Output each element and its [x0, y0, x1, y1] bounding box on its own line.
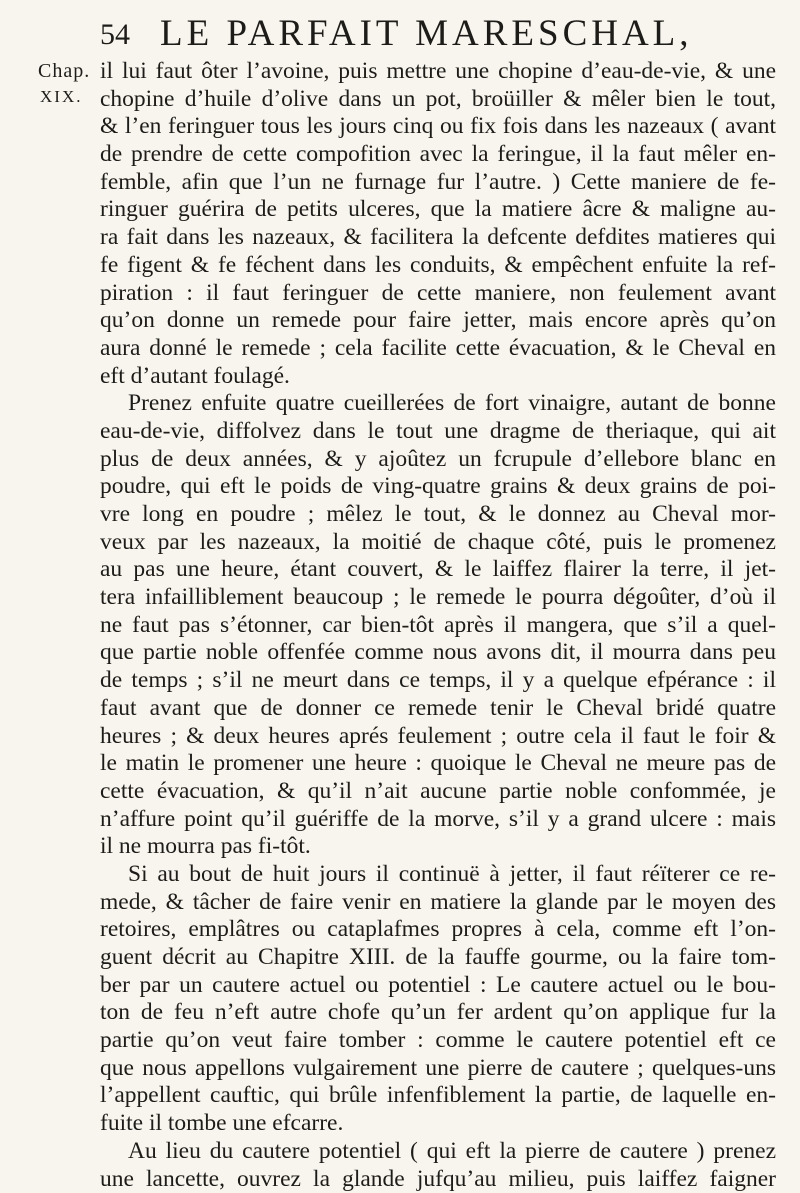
text-line: de prendre de cette compofition avec la feringue, il la faut mêler en-: [100, 141, 776, 169]
text-line: chopine d’huile d’olive dans un pot, broüiller & mêler bien le tout,: [100, 86, 776, 114]
text-line: il lui faut ôter l’avoine, puis mettre une chopine d’eau-de-vie, & une: [100, 58, 776, 86]
paragraph-end-line: fuite il tombe une efcarre.: [100, 1110, 776, 1138]
text-line: ber par un cautere actuel ou potentiel : Le cautere actuel ou le bou-: [100, 972, 776, 1000]
chapter-label: Chap.: [38, 58, 90, 84]
text-line: poudre, qui eft le poids de ving-quatre grains & deux grains de poi-: [100, 473, 776, 501]
chapter-number: XIX.: [38, 84, 90, 110]
text-line: ton de feu n’eft autre chofe qu’un fer ardent qu’on applique fur la: [100, 999, 776, 1027]
text-line: que partie noble offenfée comme nous avons dit, il mourra dans peu: [100, 639, 776, 667]
text-line: retoires, emplâtres ou cataplafmes propres à cela, comme eft l’on-: [100, 916, 776, 944]
body-text: [100, 58, 776, 1193]
text-line: le matin le promener une heure : quoique le Cheval ne meure pas de: [100, 750, 776, 778]
text-line: de temps ; s’il ne meurt dans ce temps, il y a quelque efpérance : il: [100, 667, 776, 695]
text-line: piration : il faut feringuer de cette maniere, non feulement avant: [100, 280, 776, 308]
text-line: aura donné le remede ; cela facilite cette évacuation, & le Cheval en: [100, 335, 776, 363]
text-line: cette évacuation, & qu’il n’ait aucune partie noble confommée, je: [100, 778, 776, 806]
text-line: ra fait dans les nazeaux, & facilitera la defcente defdites matieres qui: [100, 224, 776, 252]
text-line: partie qu’on veut faire tomber : comme le cautere potentiel eft ce: [100, 1027, 776, 1055]
text-line: heures ; & deux heures aprés feulement ; outre cela il faut le foir &: [100, 723, 776, 751]
text-line: que nous appellons vulgairement une pierre de cautere ; quelques-uns: [100, 1055, 776, 1083]
text-line: ne faut pas s’étonner, car bien-tôt après il mangera, que s’il a quel-: [100, 612, 776, 640]
text-line: eau-de-vie, diffolvez dans le tout une dragme de theriaque, qui ait: [100, 418, 776, 446]
text-line: ringuer guérira de petits ulceres, que la matiere âcre & maligne au-: [100, 196, 776, 224]
text-line: veux par les nazeaux, la moitié de chaque côté, puis le promenez: [100, 529, 776, 557]
text-line: guent décrit au Chapitre XIII. de la fauffe gourme, ou la faire tom-: [100, 944, 776, 972]
text-line: faut avant que de donner ce remede tenir le Cheval bridé quatre: [100, 695, 776, 723]
text-line: une lancette, ouvrez la glande jufqu’au milieu, puis laiffez faigner: [100, 1166, 776, 1193]
paragraph-start-line: Prenez enfuite quatre cueillerées de fort vinaigre, autant de bonne: [100, 390, 776, 418]
text-line: au pas une heure, étant couvert, & le laiffez flairer la terre, il jet-: [100, 556, 776, 584]
page-number: 54: [100, 18, 130, 52]
running-head: LE PARFAIT MARESCHAL,: [160, 12, 693, 55]
paragraph-end-line: il ne mourra pas fi-tôt.: [100, 833, 776, 861]
text-line: tera infailliblement beaucoup ; le remede le pourra dégoûter, d’où il: [100, 584, 776, 612]
text-line: plus de deux années, & y ajoûtez un fcrupule d’ellebore blanc en: [100, 446, 776, 474]
text-line: fe figent & fe féchent dans les conduits, & empêchent enfuite la ref-: [100, 252, 776, 280]
text-line: qu’on donne un remede pour faire jetter, mais encore après qu’on: [100, 307, 776, 335]
text-line: femble, afin que l’un ne furnage fur l’autre. ) Cette maniere de fe-: [100, 169, 776, 197]
paragraph-start-line: Si au bout de huit jours il continuë à jetter, il faut réïterer ce re-: [100, 861, 776, 889]
text-line: l’appellent cauftic, qui brûle infenfiblement la partie, de laquelle en-: [100, 1082, 776, 1110]
text-line: mede, & tâcher de faire venir en matiere la glande par le moyen des: [100, 889, 776, 917]
text-line: & l’en feringuer tous les jours cinq ou fix fois dans les nazeaux ( avant: [100, 113, 776, 141]
text-line: n’affure point qu’il guériffe de la morve, s’il y a grand ulcere : mais: [100, 806, 776, 834]
paragraph-start-line: Au lieu du cautere potentiel ( qui eft la pierre de cautere ) prenez: [100, 1138, 776, 1166]
text-line: vre long en poudre ; mêlez le tout, & le donnez au Cheval mor-: [100, 501, 776, 529]
paragraph-end-line: eft d’autant foulagé.: [100, 363, 776, 391]
chapter-margin-note: [38, 58, 90, 110]
